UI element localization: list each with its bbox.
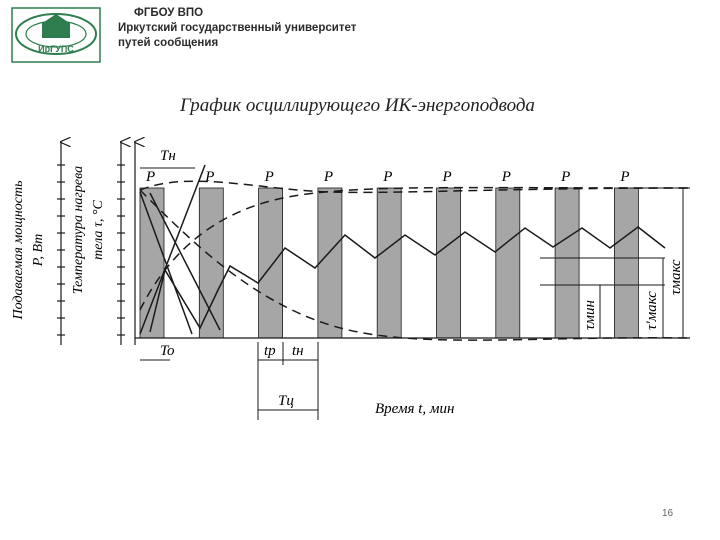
tn-period-label: Tн [160,148,176,164]
power-pulse-bar [318,188,342,338]
org-line-1: ФГБОУ ВПО [134,7,204,19]
tn-label: tн [292,343,304,359]
pulse-label: P [323,169,334,185]
power-pulse-bar [259,188,283,338]
period-dimensions [140,168,318,420]
to-period-label: To [160,343,175,359]
tau-max-prime-label: τ'макс [644,291,660,330]
pulse-label: P [146,169,156,185]
svg-text:P, Вт: P, Вт [31,233,46,267]
tp-label: tр [264,343,276,359]
power-axis-label [11,181,46,321]
svg-text:Температура нагрева: Температура нагрева [71,165,86,295]
svg-text:тела τ, °С: тела τ, °С [91,200,106,260]
pulse-label: P [620,169,630,185]
tau-min-label: τмин [582,300,598,330]
page-number: 16 [662,508,674,519]
logo-text: ИрГУПС [38,44,74,54]
svg-text:Подаваемая мощность: Подаваемая мощность [11,180,26,320]
slide-title: График осциллирующего ИК-энергоподвода [180,95,535,116]
power-pulses [140,188,638,338]
power-pulse-bar [614,188,638,338]
pulse-label: P [501,169,511,185]
pulse-label: P [383,169,393,185]
pulse-label: P [442,169,452,185]
power-pulse-bar [437,188,461,338]
pulse-label: P [205,169,215,185]
org-line-2: Иркутский государственный университет [118,22,357,34]
time-axis-label: Время t, мин [375,401,455,417]
tau-max-label: τмакс [668,259,684,295]
temperature-axis-label [71,166,106,294]
power-pulse-bar [555,188,579,338]
pulse-label: P [264,169,274,185]
pulse-label: P [561,169,571,185]
power-pulse-bar [496,188,520,338]
org-line-3: путей сообщения [118,37,219,49]
power-pulse-bar [377,188,401,338]
power-pulse-bar [140,188,164,338]
tc-label: Tц [278,393,294,409]
